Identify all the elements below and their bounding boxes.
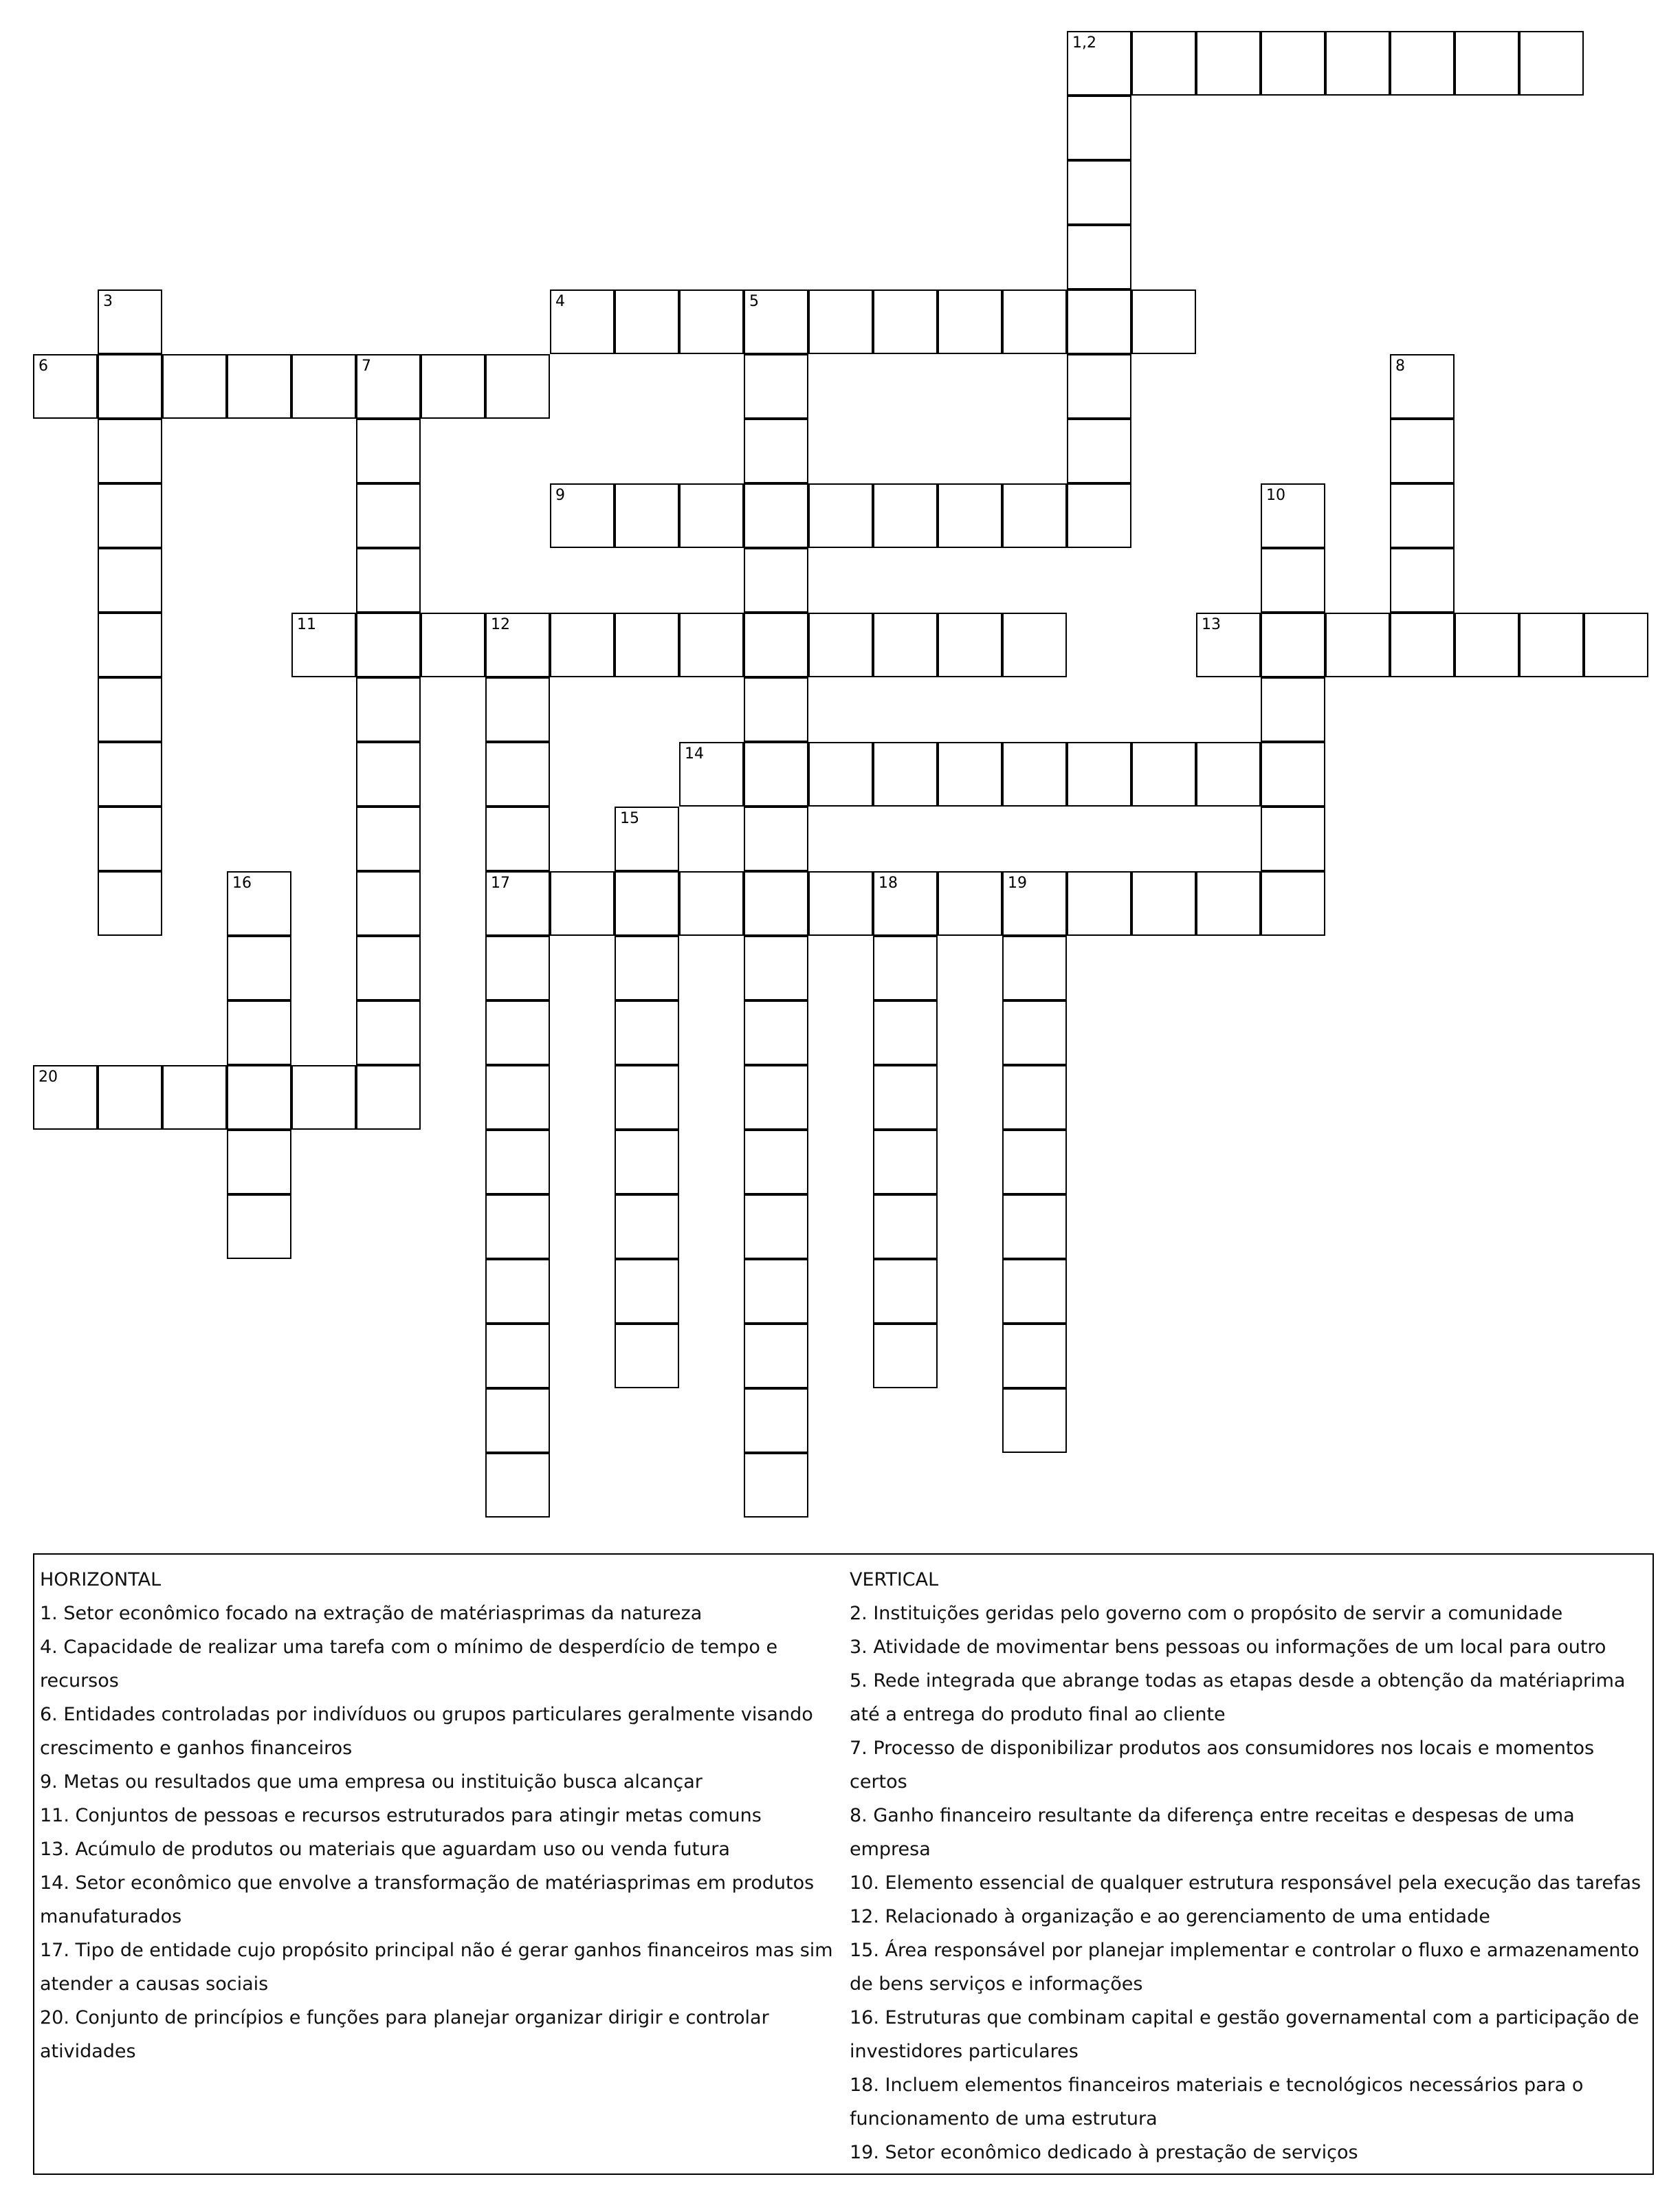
down-clue: 12. Relacionado à organização e ao gerenciamento de uma entidade — [850, 1906, 1490, 1927]
grid-cell[interactable] — [1067, 160, 1131, 225]
grid-cell[interactable] — [679, 742, 744, 807]
down-clue: 3. Atividade de movimentar bens pessoas ou informações de um local para outro — [850, 1636, 1606, 1658]
cell-number: 11 — [297, 616, 316, 633]
grid-cell[interactable] — [1519, 31, 1584, 96]
grid-cell[interactable] — [485, 807, 550, 871]
grid-cell[interactable] — [873, 871, 938, 936]
down-clue: 19. Setor econômico dedicado à prestação de serviços — [850, 2142, 1358, 2163]
grid-cell[interactable] — [550, 483, 615, 548]
across-clue: 13. Acúmulo de produtos ou materiais que aguardam uso ou venda futura — [40, 1839, 730, 1860]
grid-cell[interactable] — [1002, 1130, 1067, 1194]
grid-cell[interactable] — [356, 807, 421, 871]
across-clue: 11. Conjuntos de pessoas e recursos estruturados para atingir metas comuns — [40, 1805, 762, 1826]
grid-cell[interactable] — [485, 1453, 550, 1518]
grid-cell[interactable] — [938, 871, 1002, 936]
across-clues — [40, 1563, 837, 2068]
grid-cell[interactable] — [421, 613, 485, 677]
grid-cell[interactable] — [1067, 483, 1131, 548]
grid-cell[interactable] — [615, 1259, 679, 1324]
grid-cell[interactable] — [873, 742, 938, 807]
grid-cell[interactable] — [744, 1130, 808, 1194]
grid-cell[interactable] — [1261, 613, 1325, 677]
grid-cell[interactable] — [1002, 1065, 1067, 1130]
grid-cell[interactable] — [1131, 871, 1196, 936]
grid-cell[interactable] — [485, 1194, 550, 1259]
grid-cell[interactable] — [744, 354, 808, 419]
grid-cell[interactable] — [1067, 31, 1131, 96]
clue-box — [33, 1553, 1654, 2175]
grid-cell[interactable] — [1261, 677, 1325, 742]
grid-cell[interactable] — [615, 613, 679, 677]
grid-cell[interactable] — [615, 483, 679, 548]
grid-cell[interactable] — [1002, 289, 1067, 354]
grid-cell[interactable] — [873, 1194, 938, 1259]
grid-cell[interactable] — [1131, 742, 1196, 807]
grid-cell[interactable] — [744, 419, 808, 483]
grid-cell[interactable] — [291, 613, 356, 677]
grid-cell[interactable] — [1261, 807, 1325, 871]
grid-cell[interactable] — [356, 483, 421, 548]
grid-cell[interactable] — [1519, 613, 1584, 677]
grid-cell[interactable] — [485, 1000, 550, 1065]
grid-cell[interactable] — [1196, 871, 1261, 936]
grid-cell[interactable] — [291, 354, 356, 419]
grid-cell[interactable] — [1067, 419, 1131, 483]
grid-cell[interactable] — [98, 483, 162, 548]
grid-cell[interactable] — [98, 613, 162, 677]
cell-number: 14 — [685, 745, 704, 763]
grid-cell[interactable] — [1067, 289, 1131, 354]
grid-cell[interactable] — [744, 1194, 808, 1259]
cell-number: 5 — [749, 293, 759, 310]
grid-cell[interactable] — [744, 1065, 808, 1130]
grid-cell[interactable] — [1196, 31, 1261, 96]
across-clue: 1. Setor econômico focado na extração de matériasprimas da natureza — [40, 1603, 703, 1624]
cell-number: 17 — [491, 875, 510, 892]
grid-cell[interactable] — [1390, 483, 1455, 548]
grid-cell[interactable] — [98, 419, 162, 483]
grid-cell[interactable] — [873, 1000, 938, 1065]
grid-cell[interactable] — [1455, 31, 1519, 96]
cell-number: 19 — [1008, 875, 1027, 892]
grid-cell[interactable] — [291, 1065, 356, 1130]
grid-cell[interactable] — [1196, 613, 1261, 677]
grid-cell[interactable] — [808, 483, 873, 548]
grid-cell[interactable] — [485, 1130, 550, 1194]
grid-cell[interactable] — [1455, 613, 1519, 677]
grid-cell[interactable] — [615, 1324, 679, 1388]
grid-cell[interactable] — [873, 1065, 938, 1130]
grid-cell[interactable] — [227, 1000, 291, 1065]
grid-cell[interactable] — [744, 483, 808, 548]
grid-cell[interactable] — [1002, 742, 1067, 807]
grid-cell[interactable] — [615, 289, 679, 354]
grid-cell[interactable] — [485, 354, 550, 419]
grid-cell[interactable] — [808, 871, 873, 936]
cell-number: 3 — [103, 293, 113, 310]
grid-cell[interactable] — [98, 289, 162, 354]
down-clue: 8. Ganho financeiro resultante da diferença entre receitas e despesas de uma empresa — [850, 1805, 1575, 1860]
grid-cell[interactable] — [744, 936, 808, 1000]
grid-cell[interactable] — [615, 807, 679, 871]
grid-cell[interactable] — [485, 936, 550, 1000]
down-clue: 18. Incluem elementos financeiros materiais e tecnológicos necessários para o funcionamento de uma estrutura — [850, 2074, 1584, 2129]
grid-cell[interactable] — [615, 1065, 679, 1130]
cell-number: 4 — [555, 293, 565, 310]
grid-cell[interactable] — [744, 1453, 808, 1518]
cell-number: 18 — [878, 875, 898, 892]
grid-cell[interactable] — [356, 419, 421, 483]
down-clue: 16. Estruturas que combinam capital e gestão governamental com a participação de investidores particulares — [850, 2007, 1639, 2062]
grid-cell[interactable] — [1067, 225, 1131, 289]
down-clue: 5. Rede integrada que abrange todas as etapas desde a obtenção da matériaprima até a entrega do produto final ao cliente — [850, 1670, 1626, 1725]
grid-cell[interactable] — [227, 1194, 291, 1259]
grid-cell[interactable] — [356, 871, 421, 936]
grid-cell[interactable] — [1131, 289, 1196, 354]
across-clue: 9. Metas ou resultados que uma empresa ou instituição busca alcançar — [40, 1771, 703, 1793]
grid-cell[interactable] — [485, 613, 550, 677]
grid-cell[interactable] — [808, 289, 873, 354]
grid-cell[interactable] — [873, 1130, 938, 1194]
grid-cell[interactable] — [679, 871, 744, 936]
grid-cell[interactable] — [1002, 483, 1067, 548]
across-clue: 4. Capacidade de realizar uma tarefa com o mínimo de desperdício de tempo e recursos — [40, 1636, 778, 1691]
grid-cell[interactable] — [98, 871, 162, 936]
grid-cell[interactable] — [98, 354, 162, 419]
grid-cell[interactable] — [744, 613, 808, 677]
grid-cell[interactable] — [1002, 1388, 1067, 1453]
grid-cell[interactable] — [98, 807, 162, 871]
grid-cell[interactable] — [873, 1324, 938, 1388]
cell-number: 9 — [555, 487, 565, 504]
grid-cell[interactable] — [679, 289, 744, 354]
grid-cell[interactable] — [873, 613, 938, 677]
down-clues — [850, 1563, 1655, 2169]
grid-cell[interactable] — [873, 483, 938, 548]
grid-cell[interactable] — [1325, 613, 1390, 677]
grid-cell[interactable] — [1261, 31, 1325, 96]
grid-cell[interactable] — [1261, 871, 1325, 936]
grid-cell[interactable] — [744, 1259, 808, 1324]
grid-cell[interactable] — [615, 1000, 679, 1065]
grid-cell[interactable] — [98, 742, 162, 807]
grid-cell[interactable] — [744, 289, 808, 354]
across-clue: 17. Tipo de entidade cujo propósito principal não é gerar ganhos financeiros mas sim atender a causas sociais — [40, 1940, 833, 1995]
grid-cell[interactable] — [679, 483, 744, 548]
grid-cell[interactable] — [873, 289, 938, 354]
grid-cell[interactable] — [356, 936, 421, 1000]
down-clue: 7. Processo de disponibilizar produtos aos consumidores nos locais e momentos certos — [850, 1738, 1595, 1793]
grid-cell[interactable] — [550, 613, 615, 677]
cell-number: 8 — [1395, 358, 1405, 375]
grid-cell[interactable] — [1325, 31, 1390, 96]
grid-cell[interactable] — [615, 1130, 679, 1194]
across-clue: 20. Conjunto de princípios e funções para planejar organizar dirigir e controlar atividades — [40, 2007, 769, 2062]
grid-cell[interactable] — [1002, 1259, 1067, 1324]
grid-cell[interactable] — [485, 677, 550, 742]
across-heading: HORIZONTAL — [40, 1569, 162, 1590]
grid-cell[interactable] — [33, 354, 98, 419]
cell-number: 15 — [620, 810, 639, 827]
grid-cell[interactable] — [1002, 613, 1067, 677]
grid-cell[interactable] — [227, 354, 291, 419]
grid-cell[interactable] — [1390, 419, 1455, 483]
cell-number: 16 — [232, 875, 252, 892]
grid-cell[interactable] — [1067, 96, 1131, 160]
grid-cell[interactable] — [1002, 936, 1067, 1000]
grid-cell[interactable] — [938, 613, 1002, 677]
grid-cell[interactable] — [938, 483, 1002, 548]
grid-cell[interactable] — [227, 1065, 291, 1130]
grid-cell[interactable] — [744, 548, 808, 613]
cell-number: 13 — [1202, 616, 1221, 633]
grid-cell[interactable] — [1196, 742, 1261, 807]
grid-cell[interactable] — [1067, 871, 1131, 936]
cell-number: 7 — [362, 358, 371, 375]
grid-cell[interactable] — [744, 1324, 808, 1388]
cell-number: 10 — [1266, 487, 1285, 504]
grid-cell[interactable] — [873, 1259, 938, 1324]
grid-cell[interactable] — [98, 548, 162, 613]
cell-number: 12 — [491, 616, 510, 633]
grid-cell[interactable] — [744, 807, 808, 871]
grid-cell[interactable] — [227, 871, 291, 936]
grid-cell[interactable] — [1002, 871, 1067, 936]
grid-cell[interactable] — [356, 677, 421, 742]
across-clue: 14. Setor econômico que envolve a transformação de matériasprimas em produtos manufaturados — [40, 1872, 815, 1927]
grid-cell[interactable] — [1390, 354, 1455, 419]
grid-cell[interactable] — [744, 1000, 808, 1065]
grid-cell[interactable] — [1261, 483, 1325, 548]
cell-number: 6 — [38, 358, 48, 375]
down-heading: VERTICAL — [850, 1569, 939, 1590]
grid-cell[interactable] — [744, 871, 808, 936]
grid-cell[interactable] — [1390, 31, 1455, 96]
grid-cell[interactable] — [1261, 548, 1325, 613]
grid-cell[interactable] — [356, 1000, 421, 1065]
down-clue: 15. Área responsável por planejar implementar e controlar o fluxo e armazenamento de bens serviços e informações — [850, 1940, 1639, 1995]
grid-cell[interactable] — [485, 1388, 550, 1453]
grid-cell[interactable] — [485, 1065, 550, 1130]
grid-cell[interactable] — [1261, 742, 1325, 807]
grid-cell[interactable] — [356, 548, 421, 613]
across-clue: 6. Entidades controladas por indivíduos ou grupos particulares geralmente visando crescimento e ganhos financeiros — [40, 1704, 813, 1759]
grid-cell[interactable] — [485, 1259, 550, 1324]
grid-cell[interactable] — [356, 1065, 421, 1130]
grid-cell[interactable] — [550, 289, 615, 354]
grid-cell[interactable] — [98, 677, 162, 742]
down-clue: 2. Instituições geridas pelo governo com o propósito de servir a comunidade — [850, 1603, 1563, 1624]
grid-cell[interactable] — [1002, 1000, 1067, 1065]
grid-cell[interactable] — [938, 289, 1002, 354]
grid-cell[interactable] — [485, 742, 550, 807]
grid-cell[interactable] — [227, 936, 291, 1000]
grid-cell[interactable] — [1584, 613, 1648, 677]
grid-cell[interactable] — [1390, 613, 1455, 677]
grid-cell[interactable] — [938, 742, 1002, 807]
grid-cell[interactable] — [615, 1194, 679, 1259]
grid-cell[interactable] — [162, 354, 227, 419]
cell-number: 20 — [38, 1069, 58, 1086]
grid-cell[interactable] — [744, 742, 808, 807]
grid-cell[interactable] — [1067, 742, 1131, 807]
grid-cell[interactable] — [1131, 31, 1196, 96]
grid-cell[interactable] — [98, 1065, 162, 1130]
grid-cell[interactable] — [485, 871, 550, 936]
grid-cell[interactable] — [615, 936, 679, 1000]
grid-cell[interactable] — [744, 1388, 808, 1453]
grid-cell[interactable] — [162, 1065, 227, 1130]
grid-cell[interactable] — [679, 613, 744, 677]
grid-cell[interactable] — [1067, 354, 1131, 419]
grid-cell[interactable] — [485, 1324, 550, 1388]
grid-cell[interactable] — [227, 1130, 291, 1194]
cell-number: 1,2 — [1072, 34, 1096, 52]
grid-cell[interactable] — [1002, 1194, 1067, 1259]
grid-cell[interactable] — [873, 936, 938, 1000]
grid-cell[interactable] — [1390, 548, 1455, 613]
grid-cell[interactable] — [356, 613, 421, 677]
grid-cell[interactable] — [808, 613, 873, 677]
grid-cell[interactable] — [615, 871, 679, 936]
grid-cell[interactable] — [1002, 1324, 1067, 1388]
grid-cell[interactable] — [744, 677, 808, 742]
grid-cell[interactable] — [421, 354, 485, 419]
grid-cell[interactable] — [356, 742, 421, 807]
grid-cell[interactable] — [33, 1065, 98, 1130]
down-clue: 10. Elemento essencial de qualquer estrutura responsável pela execução das tarefas — [850, 1872, 1642, 1894]
grid-cell[interactable] — [550, 871, 615, 936]
grid-cell[interactable] — [356, 354, 421, 419]
grid-cell[interactable] — [808, 742, 873, 807]
